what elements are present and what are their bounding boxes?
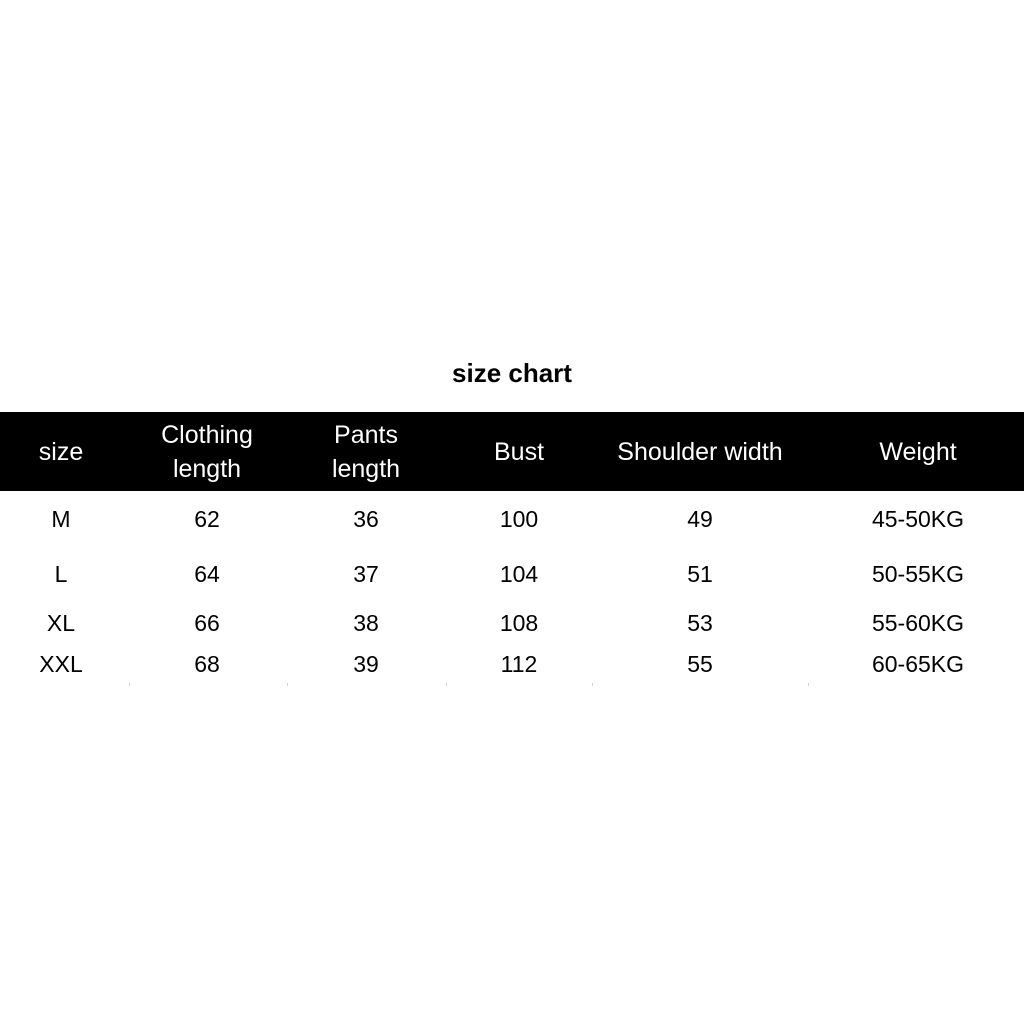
header-size: size: [38, 437, 84, 466]
cell-clothing-length: 62: [194, 506, 220, 532]
column-divider: [129, 683, 130, 686]
column-divider: [592, 683, 593, 686]
column-divider: [808, 683, 809, 686]
cell-clothing-length: 66: [194, 610, 220, 636]
header-clothing-length: Clothing length: [161, 420, 253, 483]
cell-weight: 50-55KG: [871, 561, 965, 587]
cell-bust: 112: [500, 651, 538, 677]
cell-shoulder-width: 51: [687, 561, 713, 587]
cell-bust: 104: [499, 561, 539, 587]
cell-weight: 45-50KG: [871, 506, 965, 532]
column-divider: [287, 683, 288, 686]
cell-clothing-length: 68: [194, 651, 220, 677]
header-shoulder-width: Shoulder width: [617, 437, 783, 466]
cell-weight: 55-60KG: [871, 610, 965, 636]
header-weight: Weight: [879, 437, 957, 466]
cell-size: XL: [46, 610, 76, 636]
cell-bust: 108: [499, 610, 539, 636]
header-bust: Bust: [493, 437, 545, 466]
cell-size: L: [54, 561, 68, 587]
cell-pants-length: 36: [353, 506, 379, 532]
column-divider: [446, 683, 447, 686]
cell-size: XXL: [39, 651, 83, 677]
cell-size: M: [51, 506, 71, 532]
cell-pants-length: 39: [353, 651, 379, 677]
cell-pants-length: 37: [353, 561, 379, 587]
cell-bust: 100: [499, 506, 539, 532]
cell-clothing-length: 64: [194, 561, 220, 587]
cell-pants-length: 38: [353, 610, 379, 636]
cell-shoulder-width: 55: [687, 651, 713, 677]
cell-weight: 60-65KG: [871, 651, 965, 677]
page-title: size chart: [452, 358, 572, 388]
header-pants-length: Pants length: [331, 420, 401, 483]
cell-shoulder-width: 53: [687, 610, 713, 636]
table-header: [0, 412, 1024, 491]
cell-shoulder-width: 49: [687, 506, 713, 532]
